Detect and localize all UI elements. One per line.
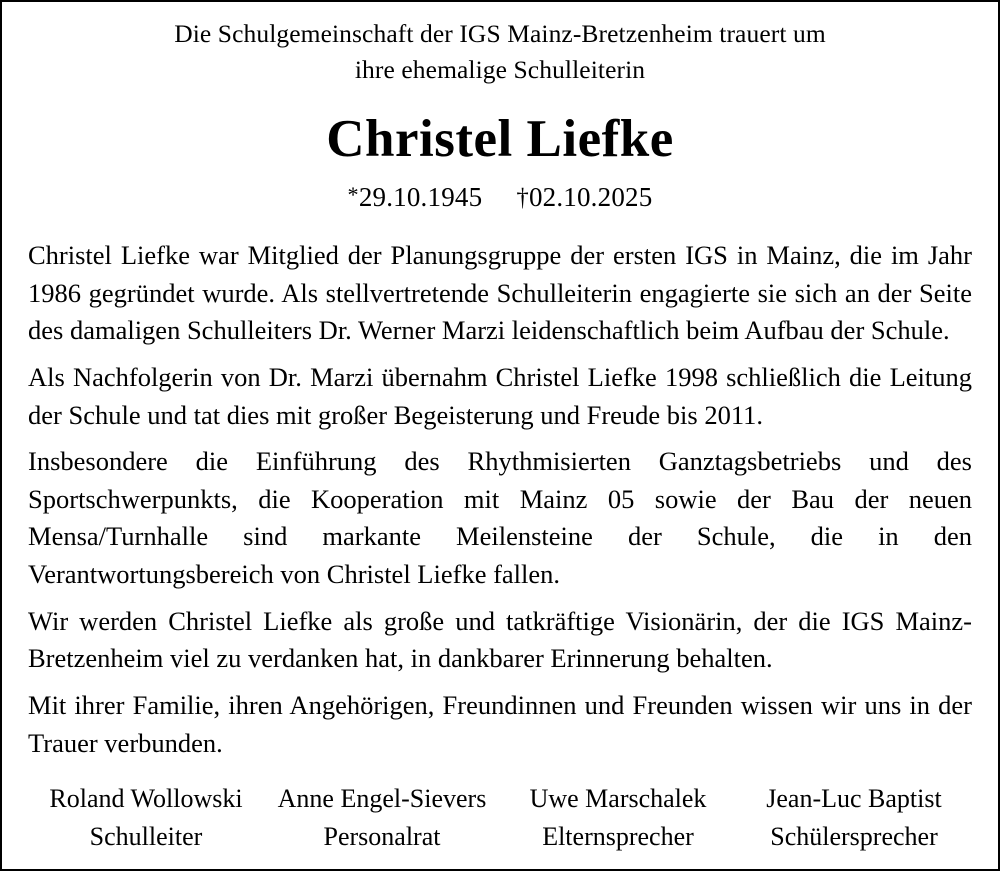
birth-date-group: [348, 182, 483, 212]
signatory-role: Schülersprecher: [770, 822, 938, 852]
deceased-name: Christel Liefke: [326, 110, 674, 169]
signatory-name: Uwe Marschalek: [529, 784, 707, 814]
signatory-name: Anne Engel-Sievers: [277, 784, 487, 814]
signatory-role: Elternsprecher: [542, 822, 694, 852]
header-line-2: ihre ehemalige Schulleiterin: [354, 55, 646, 85]
signatory-column: [736, 780, 972, 856]
signatory-role: Schulleiter: [89, 822, 203, 852]
body-paragraph: Mit ihrer Familie, ihren Angehörigen, Freundinnen und Freunden wissen wir uns in der Trauer verbunden.: [28, 689, 972, 758]
body-paragraph: Christel Liefke war Mitglied der Planungsgruppe der ersten IGS in Mainz, die im Jahr 1986 gegründet wurde. Als stellvertretende Schulleiterin engagierte sie sich an der Seite des damaligen Schulleiters Dr. Werner Marzi leidenschaftlich beim Aufbau der Schule.: [28, 240, 972, 346]
body-paragraph: Insbesondere die Einführung des Rhythmisierten Ganztagsbetriebs und des Sportschwerpunkts, die Kooperation mit Mainz 05 sowie der Bau der neuen Mensa/Turnhalle sind markante Meilensteine der Schule, die in den Verantwortungsbereich von Christel Liefke fallen.: [28, 446, 972, 590]
cross-dagger-icon: †: [516, 184, 529, 212]
life-dates: [28, 182, 972, 213]
death-date-group: [516, 182, 652, 212]
birth-date: 29.10.1945: [358, 182, 483, 213]
signatory-name: Roland Wollowski: [49, 784, 243, 814]
birth-star-icon: *: [347, 182, 359, 208]
signatory-block: [28, 762, 972, 864]
notice-header: [28, 16, 972, 88]
signatory-column: [28, 780, 264, 856]
signatory-role: Personalrat: [323, 822, 441, 852]
signatory-column: [500, 780, 736, 856]
signatory-name: Jean-Luc Baptist: [766, 784, 942, 814]
body-paragraph: Wir werden Christel Liefke als große und tatkräftige Visionärin, der die IGS Mainz-Bretzenheim viel zu verdanken hat, in dankbarer Erinnerung behalten.: [28, 605, 972, 674]
header-line-1: Die Schulgemeinschaft der IGS Mainz-Bretzenheim trauert um: [174, 19, 826, 48]
body-paragraph: Als Nachfolgerin von Dr. Marzi übernahm Christel Liefke 1998 schließlich die Leitung der Schule und tat dies mit großer Begeisterung und Freude bis 2011.: [28, 361, 972, 430]
obituary-body: [28, 237, 972, 762]
death-date: 02.10.2025: [528, 182, 653, 213]
signatory-column: [264, 780, 500, 856]
